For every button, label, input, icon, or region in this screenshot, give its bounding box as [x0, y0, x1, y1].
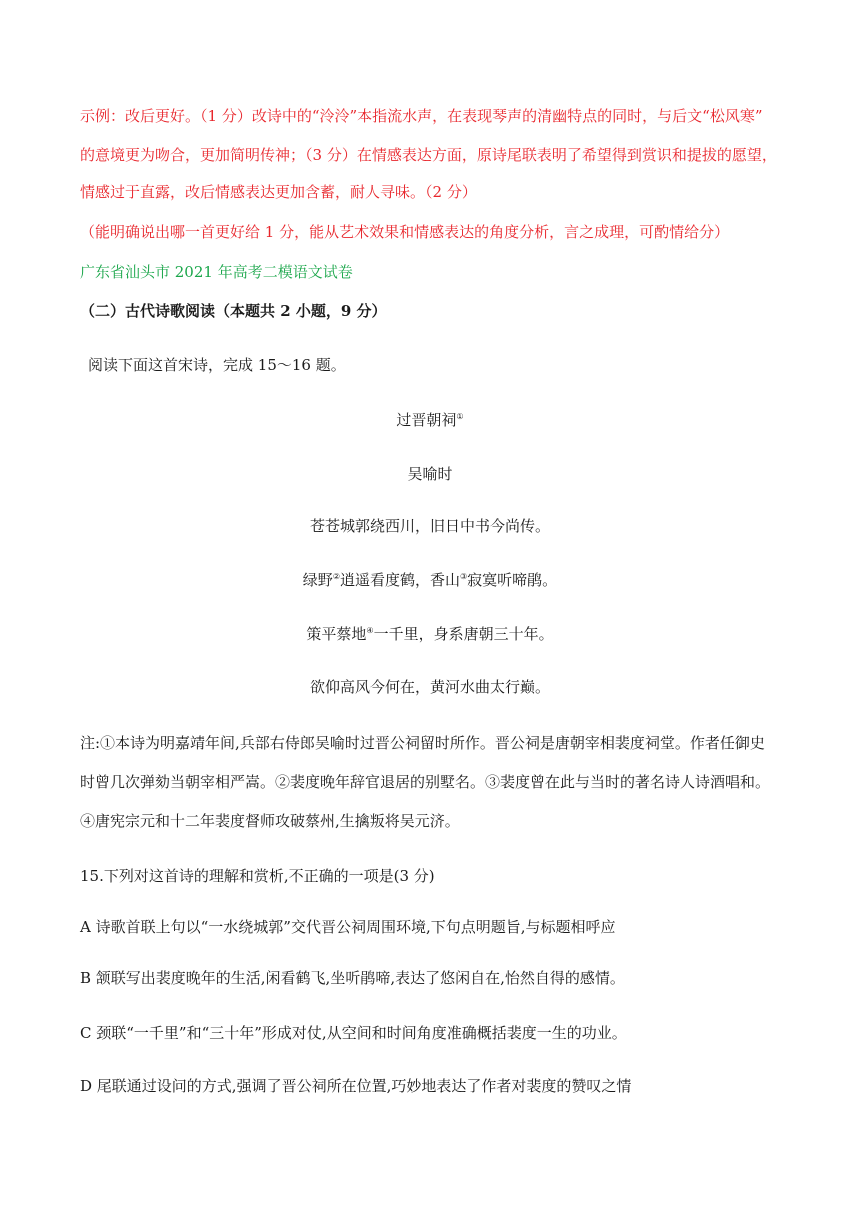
poem-line-1: 苍苍城郭绕西川，旧日中书今尚传。 — [309, 517, 550, 535]
footnote-mark: ③ — [460, 572, 468, 581]
poem-line-3: 策平蔡地④一千里，身系唐朝三十年。 — [306, 625, 554, 643]
poem-author: 吴喻时 — [407, 465, 453, 483]
exam-source: 广东省汕头市 2021 年高考二模语文试卷 — [80, 263, 353, 281]
option-a: A 诗歌首联上句以“一水绕城郭”交代晋公祠周围环境,下句点明题旨,与标题相呼应 — [80, 918, 616, 936]
instruction: 阅读下面这首宋诗，完成 15～16 题。 — [88, 356, 346, 374]
answer-scoring-note: （能明确说出哪一首更好给 1 分，能从艺术效果和情感表达的角度分析，言之成理，可酌情给分） — [80, 223, 730, 241]
footnote-mark: ① — [456, 412, 464, 421]
footnote-mark: ④ — [366, 626, 374, 635]
option-c: C 颈联“一千里”和“三十年”形成对仗,从空间和时间角度准确概括裴度一生的功业。 — [80, 1024, 627, 1042]
poem-line-2: 绿野②逍遥看度鹤，香山③寂寞听啼鹃。 — [302, 571, 558, 589]
answer-line-2: 的意境更为吻合，更加简明传神；（3 分）在情感表达方面，原诗尾联表明了希望得到赏识和提拔的愿望， — [80, 146, 777, 164]
section-title: （二）古代诗歌阅读（本题共 2 小题，9 分） — [80, 302, 387, 320]
answer-line-3: 情感过于直露，改后情感表达更加含蓄，耐人寻味。（2 分） — [80, 183, 477, 201]
answer-line-1: 示例：改后更好。（1 分）改诗中的“泠泠”本指流水声，在表现琴声的清幽特点的同时，与后文“松风寒” — [80, 107, 763, 125]
note-line-2: 时曾几次弹劾当朝宰相严嵩。②裴度晚年辞官退居的别墅名。③裴度曾在此与当时的著名诗人诗酒唱和。 — [80, 773, 771, 791]
poem-title: 过晋朝祠① — [396, 411, 464, 429]
question-stem: 15.下列对这首诗的理解和赏析,不正确的一项是(3 分) — [80, 867, 435, 885]
note-line-1: 注:①本诗为明嘉靖年间,兵部右侍郎吴喻时过晋公祠留时所作。晋公祠是唐朝宰相裴度祠堂。作者任御史 — [80, 734, 765, 752]
poem-line-4: 欲仰高风今何在，黄河水曲太行巅。 — [309, 678, 550, 696]
option-b: B 颔联写出裴度晚年的生活,闲看鹤飞,坐听鹃啼,表达了悠闲自在,怡然自得的感情。 — [80, 969, 625, 987]
option-d: D 尾联通过设问的方式,强调了晋公祠所在位置,巧妙地表达了作者对裴度的赞叹之情 — [80, 1077, 632, 1095]
note-line-3: ④唐宪宗元和十二年裴度督师攻破蔡州,生擒叛将吴元济。 — [80, 812, 460, 830]
footnote-mark: ② — [332, 572, 340, 581]
